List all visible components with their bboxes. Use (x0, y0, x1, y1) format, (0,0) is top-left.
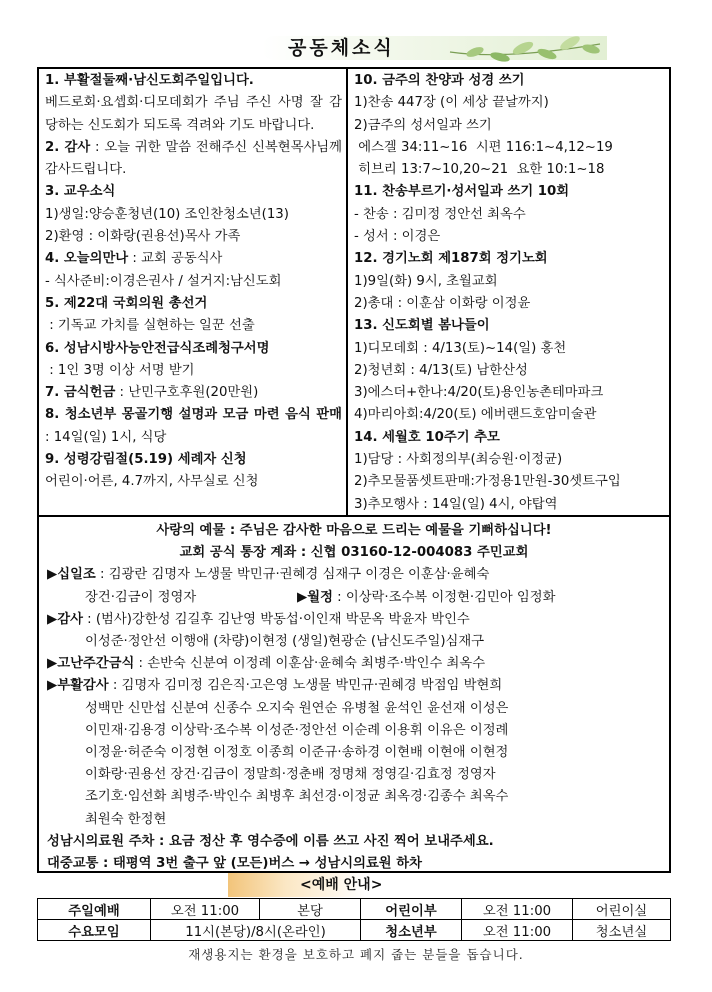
list-item: 2)총대 : 이훈삼 이화랑 이정윤 (354, 295, 531, 311)
worship-table (37, 898, 671, 941)
list-item: - 찬송 : 김미정 정안선 최옥수 (354, 206, 526, 222)
bank-account: 교회 공식 통장 계좌 : 신협 03160-12-004083 주민교회 (179, 545, 529, 561)
page-title: 공동체소식 (288, 37, 395, 59)
table-cell: 청소년실 (573, 920, 671, 941)
lent-list (47, 653, 661, 675)
heading-text: 14. 세월호 10주기 추모 (354, 429, 500, 445)
section-heading (45, 338, 342, 360)
paragraph: 베드로회·요셉회·디모데회가 주님 주신 사명 잘 감당하는 신도회가 되도록 격려와 기도 바랍니다. (45, 95, 342, 133)
list-item: 2)추모물품셋트판매:가정용1만원-30셋트구입 (354, 474, 621, 490)
offering-box (37, 517, 671, 873)
notice-left-column (39, 69, 346, 515)
table-cell: 어린이실 (573, 899, 671, 920)
transit-notice: 대중교통 : 태평역 3번 출구 앞 (모든)버스 → 성남시의료원 하차 (47, 856, 422, 872)
thanks-names-2: 이성준·정안선 이행애 (차량)이현정 (생일)현광순 (남신도주일)심재구 (85, 634, 485, 650)
heading-text: 10. 금주의 찬양과 성경 쓰기 (354, 73, 525, 88)
section-heading (45, 293, 342, 315)
table-cell: 오전 11:00 (151, 899, 260, 920)
easter-names-5: 이화랑·권용선 장건·김금이 정말희·정춘배 정명채 정영길·김효정 정영자 (85, 767, 496, 783)
heading-detail: : 14일(일) 1시, 식당 (45, 429, 167, 445)
list-item: 2)청년회 : 4/13(토) 남한산성 (354, 362, 528, 378)
easter-label: ▶부활감사 (47, 678, 109, 694)
heading-text: 6. 성남시방사능안전급식조례청구서명 (45, 340, 270, 356)
heading-text: 9. 성령강림절(5.19) 세례자 신청 (45, 452, 247, 468)
table-cell: 오전 11:00 (462, 899, 573, 920)
table-row (38, 920, 671, 941)
table-cell: 수요모임 (38, 920, 151, 941)
tithe-names: : 김광란 김명자 노생물 박민규·권혜경 심재구 이경은 이훈삼·윤혜숙 (95, 567, 490, 583)
table-cell: 본당 (260, 899, 361, 920)
heading-text: 5. 제22대 국회의원 총선거 (45, 295, 208, 311)
list-item: 1)9일(화) 9시, 초월교회 (354, 273, 498, 289)
heading-text: 3. 교우소식 (45, 184, 116, 200)
list-item: 4)마리아회:4/20(토) 에버랜드호암미술관 (354, 407, 597, 423)
easter-names-2: 성백만 신만섭 신분여 신종수 오지숙 원연순 유병철 윤석인 윤선재 이성은 (85, 700, 509, 716)
footer-note: 재생용지는 환경을 보호하고 폐지 줍는 분들을 돕습니다. (188, 947, 524, 962)
section-heading (354, 181, 665, 203)
table-cell: 오전 11:00 (462, 920, 573, 941)
lent-names: : 손반숙 신분여 이정례 이훈삼·윤혜숙 최병주·박인수 최옥수 (134, 656, 486, 672)
monthly-label: ▶월정 (297, 589, 333, 605)
easter-names: : 김명자 김미정 김은직·고은영 노생물 박민규·권혜경 박점임 박현희 (108, 678, 503, 694)
leaf-decoration-icon (445, 30, 605, 70)
list-item: 3)추모행사 : 14일(일) 4시, 야탑역 (354, 496, 558, 512)
heading-text: 7. 금식헌금 (45, 385, 116, 401)
thanks-names: : (범사)강한성 김길후 김난영 박동섭·이인재 박문옥 박윤자 박인수 (82, 611, 470, 627)
heading-text: 12. 경기노회 제187회 정기노회 (354, 251, 548, 267)
list-item: 에스겔 34:11~16 시편 116:1~4,12~19 (354, 139, 613, 155)
lent-label: ▶고난주간금식 (47, 656, 135, 672)
tithe-monthly-line (47, 587, 661, 609)
easter-names-7: 최원숙 한정현 (85, 811, 167, 827)
table-row (38, 899, 671, 920)
notice-box (37, 67, 671, 517)
list-item: - 성서 : 이경은 (354, 229, 441, 245)
section-heading (45, 382, 342, 404)
offering-heading: 사랑의 예물 : 주님은 감사한 마음으로 드리는 예물을 기뻐하십니다! (156, 523, 552, 538)
heading-text: 13. 신도회별 봄나들이 (354, 318, 490, 334)
section-heading (354, 248, 665, 270)
worship-title: <예배 안내> (300, 877, 383, 893)
table-cell: 청소년부 (361, 920, 462, 941)
table-cell: 어린이부 (361, 899, 462, 920)
section-heading (45, 70, 342, 92)
parking-notice: 성남시의료원 주차 : 요금 정산 후 영수증에 이름 쓰고 사진 찍어 보내주세요. (47, 833, 494, 849)
thanks-label: ▶감사 (47, 611, 83, 627)
list-item: 1)생일:양승훈청년(10) 조인찬청소년(13) (45, 206, 289, 222)
heading-text: 8. 청소년부 몽골기행 설명과 모금 마련 음식 판매 (45, 407, 342, 423)
easter-list (47, 675, 661, 697)
list-item: 히브리 13:7~10,20~21 요한 10:1~18 (354, 162, 605, 178)
thanks-list (47, 609, 661, 631)
monthly-names: : 이상락·조수복 이정현·김민아 임정화 (332, 589, 556, 605)
section-heading (45, 181, 342, 203)
tithe-label: ▶십일조 (47, 567, 96, 583)
list-item: - 식사준비:이경은권사 / 설거지:남신도회 (45, 273, 282, 289)
section-heading (45, 449, 342, 471)
section-heading (45, 248, 342, 270)
list-item: 1)찬송 447장 (이 세상 끝날까지) (354, 95, 549, 111)
table-cell: 11시(본당)/8시(온라인) (151, 920, 361, 941)
list-item: 1)담당 : 사회정의부(최승원·이정균) (354, 452, 563, 468)
list-item: 2)환영 : 이화랑(권용선)목사 가족 (45, 229, 241, 245)
easter-names-3: 이민재·김용경 이상락·조수복 이성준·정안선 이순례 이용휘 이유은 이정례 (85, 722, 509, 738)
heading-text: 4. 오늘의만나 (45, 251, 129, 267)
easter-names-6: 조기호·임선화 최병주·박인수 최병후 최선경·이정균 최옥경·김종수 최옥수 (85, 789, 509, 805)
list-item: 2)금주의 성서일과 쓰기 (354, 117, 492, 133)
list-item: : 1인 3명 이상 서명 받기 (45, 362, 195, 378)
list-item: : 기독교 가치를 실현하는 일꾼 선출 (45, 318, 255, 334)
tithe-names-2: 장건·김금이 정영자 (85, 589, 197, 605)
table-cell: 주일예배 (38, 899, 151, 920)
list-item: 어린이·어른, 4.7까지, 사무실로 신청 (45, 474, 259, 490)
notice-right-column (346, 69, 669, 515)
heading-detail: : 교회 공동식사 (128, 251, 223, 267)
section-heading (45, 137, 342, 182)
section-heading (354, 427, 665, 449)
heading-detail: : 오늘 귀한 말씀 전해주신 신복현목사님께 감사드립니다. (45, 139, 342, 178)
heading-detail: : 난민구호후원(20만원) (115, 385, 259, 401)
section-heading (354, 70, 665, 92)
heading-text: 11. 찬송부르기·성서일과 쓰기 10회 (354, 184, 570, 200)
list-item: 3)에스더+한나:4/20(토)용인농촌테마파크 (354, 385, 604, 401)
easter-names-4: 이정윤·허준숙 이정현 이정호 이종희 이준규·송하경 이현배 이현애 이현정 (85, 745, 509, 761)
heading-text: 1. 부활절둘째·남신도회주일입니다. (45, 73, 254, 88)
list-item: 1)디모데회 : 4/13(토)~14(일) 홍천 (354, 340, 567, 356)
tithe-list (47, 564, 661, 586)
section-heading (354, 315, 665, 337)
heading-text: 2. 감사 (45, 139, 91, 155)
section-heading (45, 404, 342, 449)
